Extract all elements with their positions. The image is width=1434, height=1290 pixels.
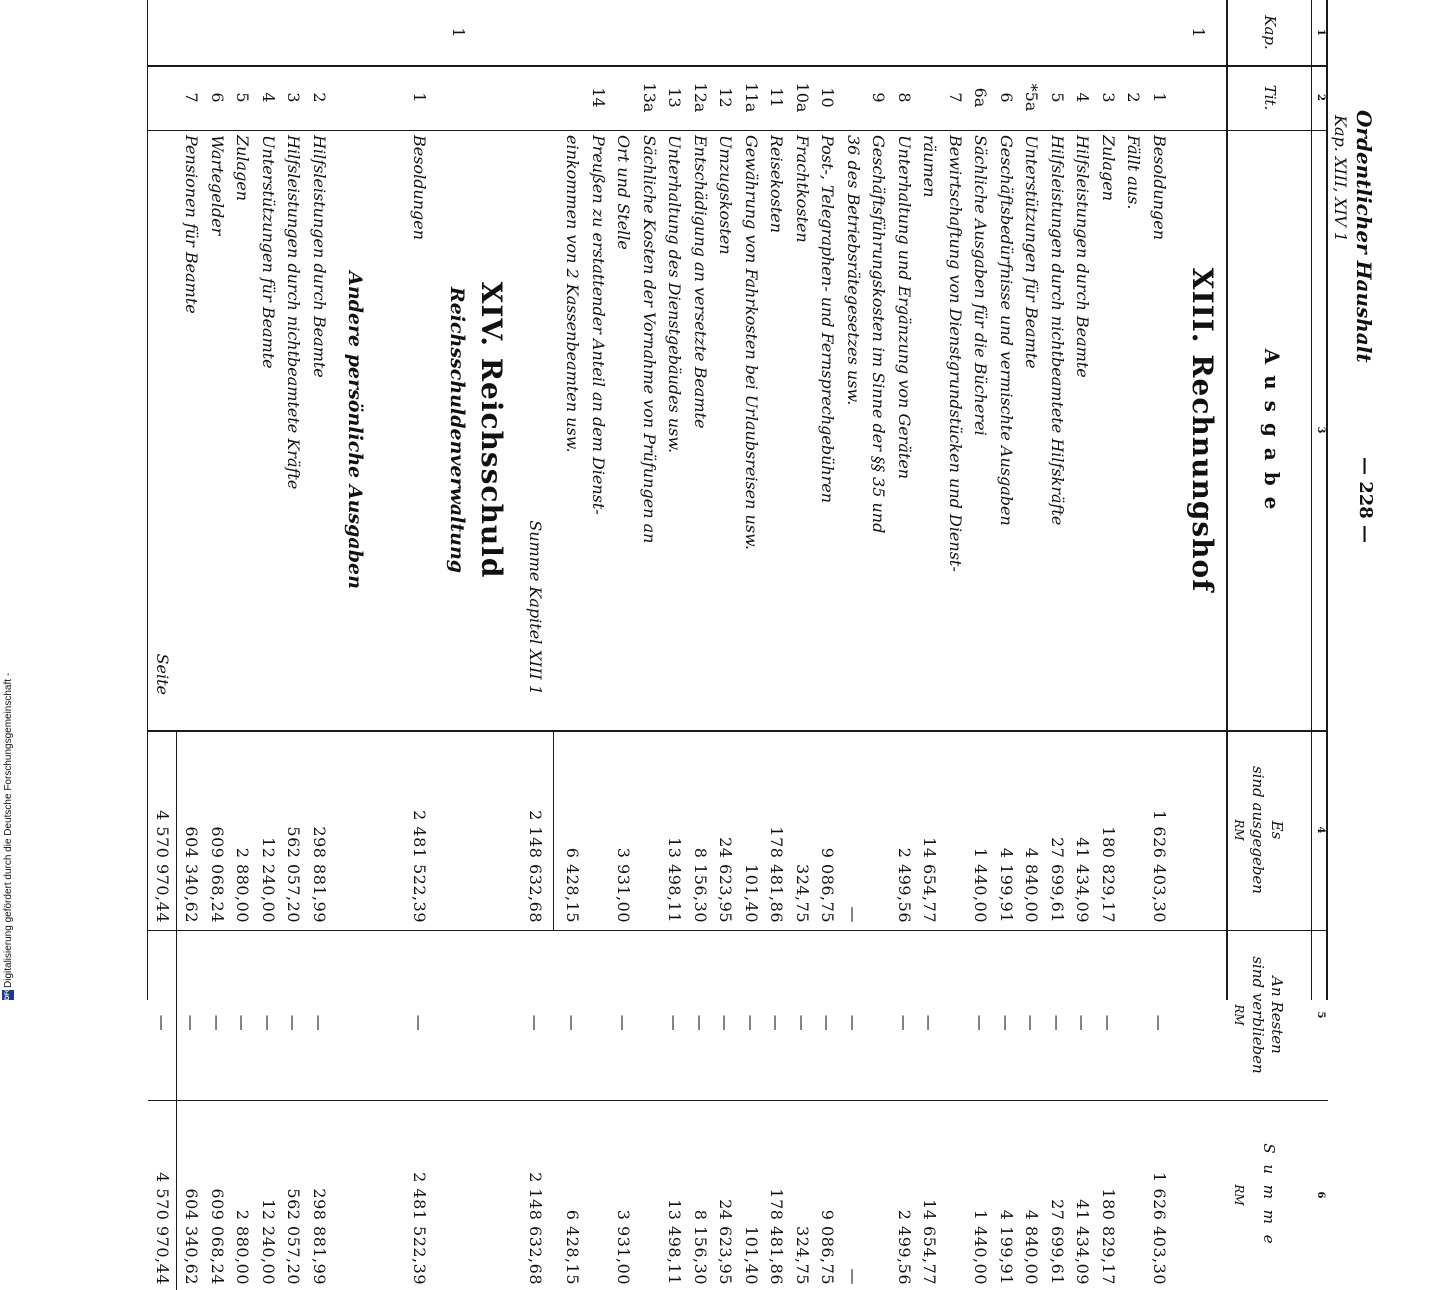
tit-number: 2 <box>310 92 329 103</box>
amount-ausgegeben: 324,75 <box>793 864 812 923</box>
chapters-label: Kap. XIII, XIV 1 <box>1331 115 1350 242</box>
header-summe: S u m m e <box>1260 1143 1278 1247</box>
amount-summe: 604 340,62 <box>182 1188 202 1285</box>
amount-summe <box>866 1110 892 1285</box>
row-description: Entschädigung an versetzte Beamte <box>691 135 710 429</box>
tit-number: 6a <box>971 87 991 108</box>
amount-reste: — <box>614 1014 634 1032</box>
amount-reste: — <box>997 1014 1016 1032</box>
amount-ausgegeben: 2 148 632,68 <box>526 810 545 923</box>
amount-reste: — <box>691 1014 710 1032</box>
tit-number: 5 <box>233 92 253 103</box>
amount-ausgegeben: 8 156,30 <box>691 847 710 923</box>
amount-reste: — <box>767 1014 787 1032</box>
row-description: Hilfsleistungen durch nichtbeamtete Hilfskräfte <box>1048 135 1067 526</box>
amount-summe: 298 881,99 <box>310 1188 329 1285</box>
amount-ausgegeben: 101,40 <box>742 864 761 923</box>
row-description: Ort und Stelle <box>614 135 634 250</box>
amount-reste: — <box>1150 1014 1169 1032</box>
tit-number: 9 <box>869 92 889 103</box>
amount-summe: 2 880,00 <box>233 1209 253 1285</box>
tit-number: 14 <box>589 87 608 108</box>
amount-ausgegeben: 4 570 970,44 <box>153 810 172 923</box>
tit-number: 1 <box>1150 92 1169 103</box>
amount-summe: 24 623,95 <box>716 1199 736 1285</box>
row-description: Zulagen <box>233 135 253 202</box>
amount-ausgegeben: 9 086,75 <box>818 847 838 923</box>
amount-ausgegeben: 4 840,00 <box>1022 847 1042 923</box>
amount-ausgegeben: 27 699,61 <box>1048 837 1067 923</box>
row-description: Gewährung von Fahrkosten bei Urlaubsreisen usw. <box>742 135 761 550</box>
row-description: Umzugskosten <box>716 135 736 255</box>
row-description: Sächliche Ausgaben für die Bücherei <box>971 135 991 436</box>
tit-number: 6 <box>208 92 227 103</box>
row-description: Summe Kapitel XIII 1 <box>526 520 545 695</box>
row-description: Besoldungen <box>410 135 429 241</box>
kap-number: 1 <box>1189 27 1208 38</box>
amount-ausgegeben: 24 623,95 <box>716 837 736 923</box>
tit-number: 10a <box>793 82 812 113</box>
row-description: Unterstützungen für Beamte <box>259 135 278 369</box>
page-number: — 228 — <box>1355 456 1376 544</box>
amount-ausgegeben: 298 881,99 <box>310 826 329 923</box>
row-description: Seite <box>153 653 172 695</box>
amount-ausgegeben: 3 931,00 <box>614 847 634 923</box>
unit-label: RM <box>1232 1004 1246 1026</box>
tit-number: 11a <box>742 82 761 113</box>
header-reste-line2: sind verblieben <box>1249 956 1267 1074</box>
row-description: räumen <box>920 135 940 198</box>
row-description: Preußen zu erstattender Anteil an dem Dienst- <box>589 135 608 515</box>
amount-summe: 4 840,00 <box>1022 1209 1042 1285</box>
unit-label: RM <box>1232 819 1246 841</box>
amount-ausgegeben: 2 481 522,39 <box>410 810 429 923</box>
amount-summe: 13 498,11 <box>665 1199 685 1285</box>
row-description: 36 des Betriebsrätegesetzes usw. <box>844 135 863 406</box>
row-description: Frachtkosten <box>793 135 812 243</box>
row-description: Pensionen für Beamte <box>182 135 202 314</box>
tit-number: 7 <box>182 92 202 103</box>
dfg-logo: DFG <box>2 990 14 1000</box>
row-description: Unterstützungen für Beamte <box>1022 135 1042 369</box>
amount-ausgegeben: 12 240,00 <box>259 837 278 923</box>
row-description: Wartegelder <box>208 135 227 236</box>
amount-reste: — <box>793 1014 812 1032</box>
subsection-heading: Andere persönliche Ausgaben <box>344 271 366 589</box>
tit-number: 2 <box>1124 92 1144 103</box>
row-description: Hilfsleistungen durch Beamte <box>1073 135 1093 378</box>
tit-number: 1 <box>410 92 429 103</box>
amount-summe <box>1121 1110 1147 1285</box>
column-number: 4 <box>1315 826 1326 834</box>
row-description: Zulagen <box>1099 135 1118 202</box>
section-title: Ordentlicher Haushalt <box>1352 110 1376 363</box>
tit-number: 3 <box>1099 92 1118 103</box>
amount-summe: 9 086,75 <box>818 1209 838 1285</box>
tit-number: 13 <box>665 87 685 108</box>
amount-reste: — <box>1073 1014 1093 1032</box>
amount-reste: — <box>971 1014 991 1032</box>
amount-reste: — <box>1048 1014 1067 1032</box>
amount-ausgegeben: 609 068,24 <box>208 826 227 923</box>
amount-summe: 101,40 <box>742 1226 761 1285</box>
amount-reste: — <box>259 1014 278 1032</box>
row-description: Unterhaltung des Dienstgebäudes usw. <box>665 135 685 454</box>
header-tit: Tit. <box>1261 84 1279 111</box>
amount-summe: 178 481,86 <box>767 1188 787 1285</box>
column-number: 1 <box>1315 29 1326 36</box>
row-description: Geschäftsführungskosten im Sinne der §§ 35 und <box>869 135 889 534</box>
tit-number: 8 <box>895 92 914 103</box>
amount-reste: — <box>182 1014 202 1032</box>
amount-reste: — <box>563 1014 583 1032</box>
amount-summe: 609 068,24 <box>208 1188 227 1285</box>
tit-number: 5 <box>1048 92 1067 103</box>
amount-reste: — <box>310 1014 329 1032</box>
header-ausgegeben-line1: Es <box>1268 820 1286 840</box>
amount-summe: 6 428,15 <box>563 1209 583 1285</box>
amount-ausgegeben: 604 340,62 <box>182 826 202 923</box>
row-description: Bewirtschaftung von Dienstgrundstücken und Dienst- <box>946 135 965 572</box>
amount-reste: — <box>1099 1014 1118 1032</box>
amount-ausgegeben: 41 434,09 <box>1073 837 1093 923</box>
row-description: Geschäftsbedürfnisse und vermischte Ausgaben <box>997 135 1016 526</box>
amount-reste: — <box>526 1014 545 1032</box>
amount-summe: 1 626 403,30 <box>1150 1172 1169 1285</box>
amount-ausgegeben: 13 498,11 <box>665 837 685 923</box>
tit-number: 4 <box>259 92 278 103</box>
tit-number: 11 <box>767 87 787 108</box>
header-reste-line1: An Resten <box>1268 976 1286 1054</box>
header-ausgabe: A u s g a b e <box>1260 348 1284 512</box>
amount-summe: 27 699,61 <box>1048 1199 1067 1285</box>
amount-ausgegeben: 1 626 403,30 <box>1150 810 1169 923</box>
amount-reste: — <box>233 1014 253 1032</box>
amount-summe: 3 931,00 <box>614 1209 634 1285</box>
amount-summe: 14 654,77 <box>920 1199 940 1285</box>
amount-reste: — <box>895 1014 914 1032</box>
amount-ausgegeben: 180 829,17 <box>1099 826 1118 923</box>
row-description: Post-, Telegraphen- und Fernsprechgebühren <box>818 135 838 504</box>
amount-summe: 4 199,91 <box>997 1209 1016 1285</box>
amount-summe <box>585 1110 611 1285</box>
digitization-note: DFG Digitalisierung gefördert durch die Deutsche Forschungsgemeinschaft - <box>3 672 14 1000</box>
amount-summe: 2 148 632,68 <box>526 1172 545 1285</box>
row-description: Reisekosten <box>767 135 787 234</box>
row-description: Hilfsleistungen durch nichtbeamtete Kräfte <box>284 135 304 490</box>
column-number: 2 <box>1315 94 1326 101</box>
row-description: Fällt aus. <box>1124 135 1144 210</box>
amount-summe: 324,75 <box>793 1226 812 1285</box>
amount-reste: — <box>410 1014 429 1032</box>
amount-reste: — <box>716 1014 736 1032</box>
amount-summe: 4 570 970,44 <box>153 1172 172 1285</box>
amount-summe: 180 829,17 <box>1099 1188 1118 1285</box>
tit-number: 7 <box>946 92 965 103</box>
tit-number: 10 <box>818 87 838 108</box>
unit-label: RM <box>1232 1184 1246 1206</box>
amount-summe: 562 057,20 <box>284 1188 304 1285</box>
amount-summe: 2 481 522,39 <box>410 1172 429 1285</box>
tit-number: 13a <box>640 82 659 113</box>
amount-reste: — <box>818 1014 838 1032</box>
amount-reste: — <box>844 1014 863 1032</box>
amount-summe: — <box>844 1268 863 1285</box>
tit-number: 12a <box>691 82 710 113</box>
header-kap: Kap. <box>1261 15 1279 50</box>
row-description: Hilfsleistungen durch Beamte <box>310 135 329 378</box>
amount-summe: 12 240,00 <box>259 1199 278 1285</box>
amount-reste: — <box>742 1014 761 1032</box>
amount-summe: 1 440,00 <box>971 1209 991 1285</box>
amount-summe <box>942 1110 968 1285</box>
amount-summe: 8 156,30 <box>691 1209 710 1285</box>
chapter-xiii-title: XIII. Rechnungshof <box>1186 267 1219 593</box>
column-number: 3 <box>1315 426 1326 434</box>
chapter-xiv-subtitle: Reichsschuldenverwaltung <box>446 286 468 574</box>
amount-ausgegeben: 2 499,56 <box>895 847 914 923</box>
amount-ausgegeben: — <box>844 906 863 923</box>
amount-ausgegeben: 178 481,86 <box>767 826 787 923</box>
amount-ausgegeben: 562 057,20 <box>284 826 304 923</box>
kap-number: 1 <box>449 27 468 38</box>
amount-reste: — <box>1022 1014 1042 1032</box>
amount-reste: — <box>284 1014 304 1032</box>
amount-summe: 41 434,09 <box>1073 1199 1093 1285</box>
column-number: 6 <box>1315 1191 1326 1199</box>
amount-ausgegeben: 14 654,77 <box>920 837 940 923</box>
row-description: Sächliche Kosten der Vornahme von Prüfungen an <box>640 135 659 544</box>
amount-reste: — <box>153 1014 172 1032</box>
amount-reste: — <box>665 1014 685 1032</box>
amount-ausgegeben: 6 428,15 <box>563 847 583 923</box>
tit-number: *5a <box>1022 83 1042 112</box>
amount-summe: 2 499,56 <box>895 1209 914 1285</box>
amount-ausgegeben: 4 199,91 <box>997 847 1016 923</box>
header-ausgegeben-line2: sind ausgegeben <box>1249 766 1267 894</box>
chapter-xiv-title: XIV. Reichsschuld <box>475 281 508 579</box>
tit-number: 12 <box>716 87 736 108</box>
tit-number: 4 <box>1073 92 1093 103</box>
amount-ausgegeben: 2 880,00 <box>233 847 253 923</box>
amount-reste: — <box>208 1014 227 1032</box>
amount-summe <box>636 1110 662 1285</box>
row-description: Unterhaltung und Ergänzung von Geräten <box>895 135 914 480</box>
row-description: einkommen von 2 Kassenbeamten usw. <box>563 135 583 453</box>
column-number: 5 <box>1315 1011 1326 1019</box>
amount-reste: — <box>920 1014 940 1032</box>
row-description: Besoldungen <box>1150 135 1169 241</box>
amount-ausgegeben: 1 440,00 <box>971 847 991 923</box>
tit-number: 3 <box>284 92 304 103</box>
tit-number: 6 <box>997 92 1016 103</box>
